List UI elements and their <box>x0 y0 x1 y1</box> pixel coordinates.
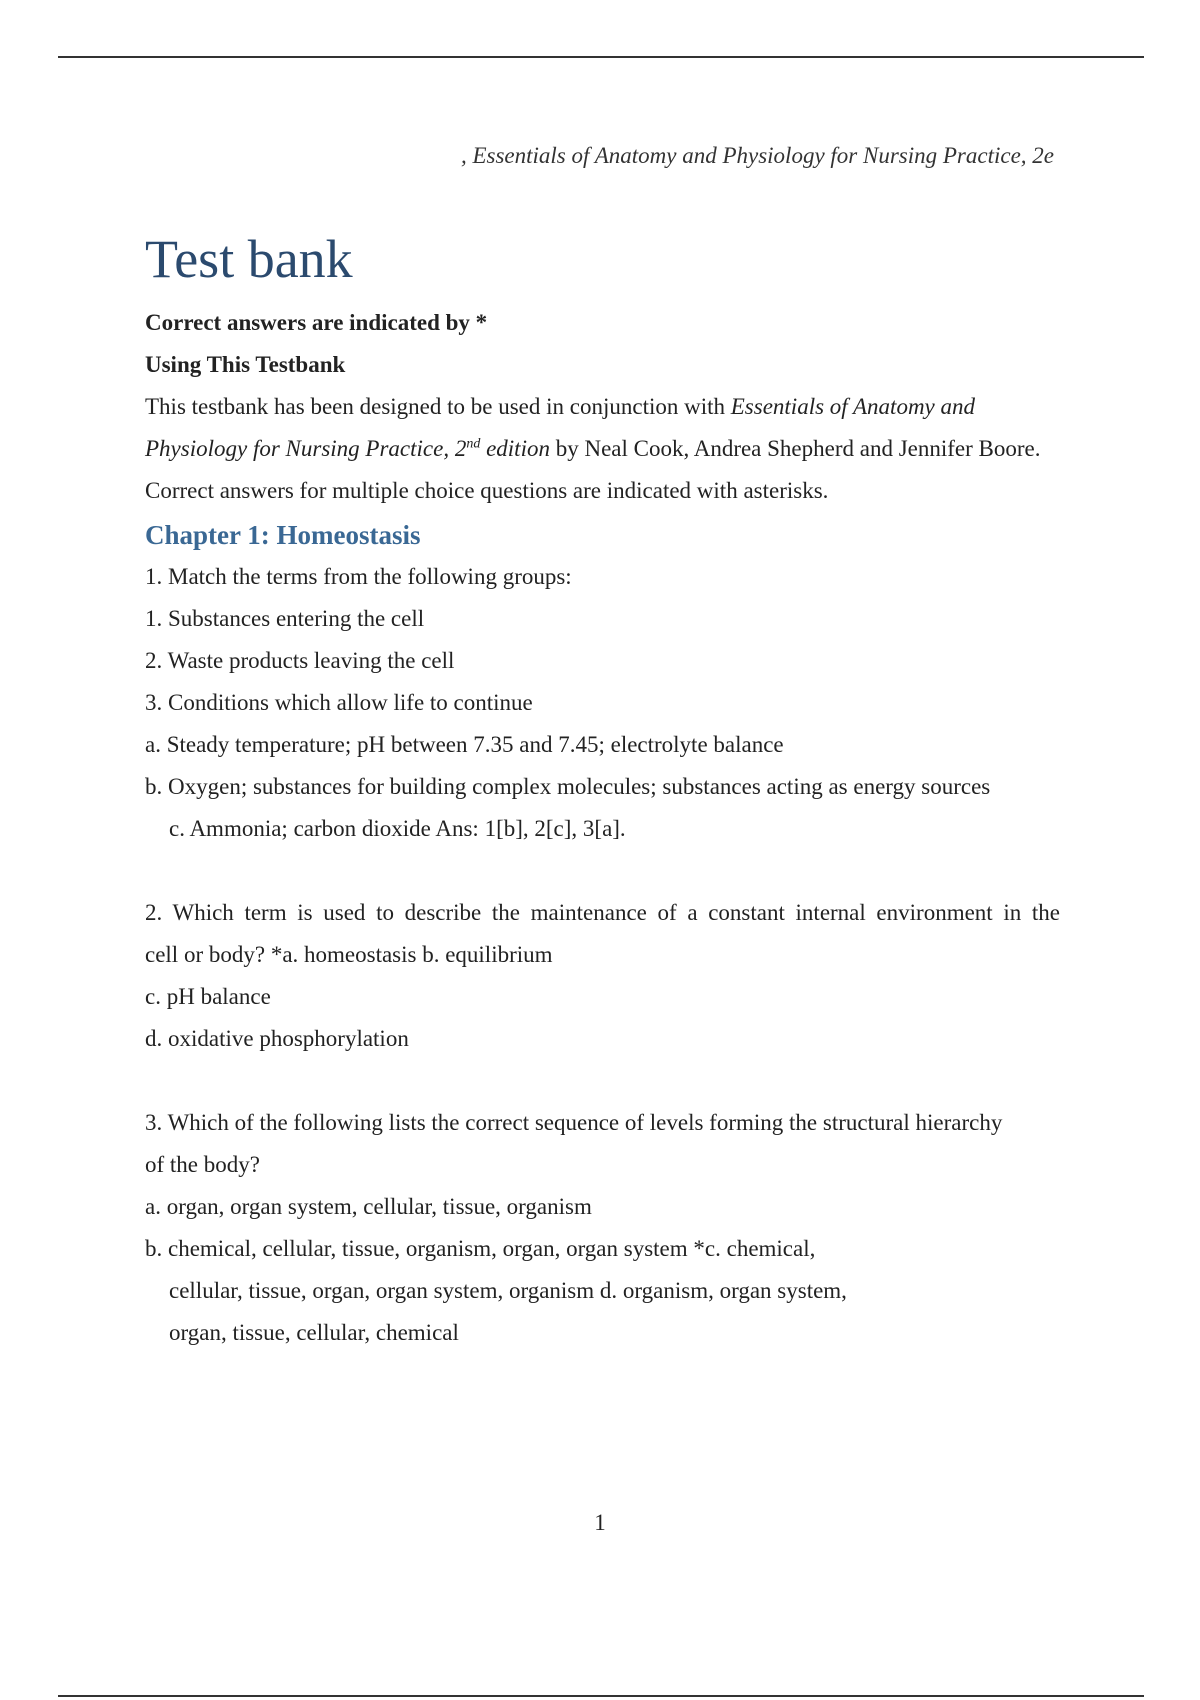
using-testbank-heading: Using This Testbank <box>145 352 346 377</box>
intro-paragraph <box>145 386 1060 512</box>
document-title: Test bank <box>145 229 353 289</box>
spacer <box>145 1060 1060 1102</box>
page-number: 1 <box>594 1510 606 1535</box>
q1-item: b. Oxygen; substances for building complex molecules; substances acting as energy sources <box>145 774 991 799</box>
correct-answers-note: Correct answers are indicated by * <box>145 310 488 335</box>
q2-option: c. pH balance <box>145 984 271 1009</box>
q2-line: 2. Which term is used to describe the maintenance of a constant internal environment in the <box>145 900 1060 925</box>
q3-line: 3. Which of the following lists the correct sequence of levels forming the structural hierarchy <box>145 1110 1003 1135</box>
spacer <box>145 850 1060 892</box>
q1-answer: c. Ammonia; carbon dioxide Ans: 1[b], 2[c], 3[a]. <box>169 816 626 841</box>
q3-option: b. chemical, cellular, tissue, organism, organ, organ system *c. chemical, <box>145 1236 816 1261</box>
q1-item: 3. Conditions which allow life to continue <box>145 690 533 715</box>
q1-item: 1. Substances entering the cell <box>145 606 425 631</box>
q3-option: cellular, tissue, organ, organ system, organism d. organism, organ system, <box>169 1278 847 1303</box>
q2-line: cell or body? *a. homeostasis b. equilibrium <box>145 942 553 967</box>
q3-line: of the body? <box>145 1152 260 1177</box>
chapter-heading: Chapter 1: Homeostasis <box>145 520 421 550</box>
q3-option: organ, tissue, cellular, chemical <box>169 1320 459 1345</box>
edition-superscript: nd <box>466 436 481 452</box>
q1-prompt: 1. Match the terms from the following groups: <box>145 564 572 589</box>
q1-item: a. Steady temperature; pH between 7.35 and 7.45; electrolyte balance <box>145 732 784 757</box>
top-rule <box>58 56 1144 58</box>
intro-text-start: This testbank has been designed to be used in conjunction with <box>145 394 731 419</box>
book-title: Essentials of Anatomy and Physiology for Nursing Practice, 2nd edition <box>145 394 976 461</box>
bottom-rule <box>58 1695 1144 1697</box>
intro-text-end: by Neal Cook, Andrea Shepherd and Jennifer Boore. Correct answers for multiple choice questions are indicated with asterisks. <box>145 436 1041 503</box>
document-body <box>145 226 1060 1354</box>
q3-option: a. organ, organ system, cellular, tissue, organism <box>145 1194 592 1219</box>
q1-item: 2. Waste products leaving the cell <box>145 648 455 673</box>
q2-option: d. oxidative phosphorylation <box>145 1026 409 1051</box>
running-header: , Essentials of Anatomy and Physiology for Nursing Practice, 2e <box>460 143 1054 168</box>
